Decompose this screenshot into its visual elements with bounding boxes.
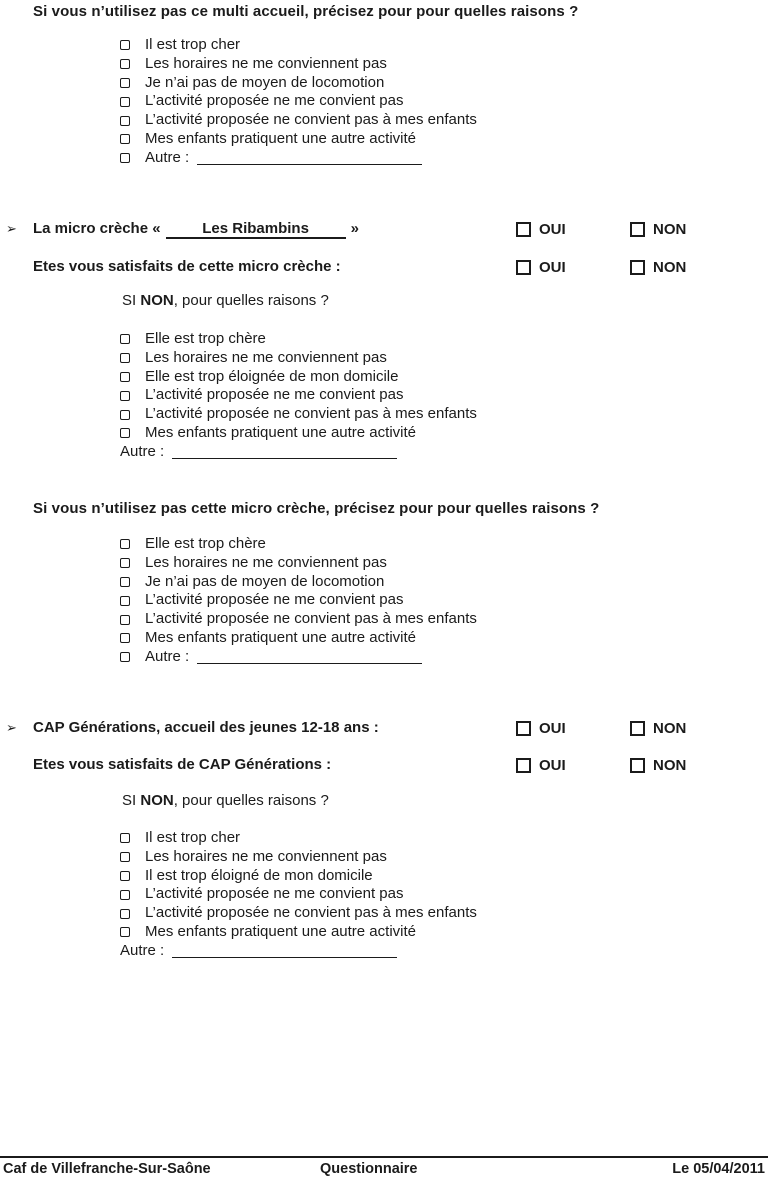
- cap-generations-question-row: [0, 718, 768, 738]
- reason-option-row: [120, 573, 680, 592]
- micro-creche-nonuse-reasons-list: [120, 535, 680, 667]
- reason-option-row: [120, 149, 680, 168]
- reason-label: Les horaires ne me conviennent pas: [145, 348, 387, 366]
- checkbox[interactable]: [120, 652, 130, 662]
- satisfaction-question-label: Etes vous satisfaits de cette micro crèche :: [33, 258, 341, 275]
- non-option: [630, 718, 686, 738]
- checkbox[interactable]: [120, 116, 130, 126]
- write-in-blank-line[interactable]: [197, 151, 422, 165]
- checkbox[interactable]: [120, 334, 130, 344]
- reason-option-row: [120, 36, 680, 55]
- checkbox[interactable]: [120, 428, 130, 438]
- checkbox[interactable]: [120, 97, 130, 107]
- non-option: [630, 755, 686, 775]
- reason-option-row: [120, 92, 680, 111]
- micro-creche-satisfaction-row: [0, 257, 768, 277]
- reason-option-row: [120, 648, 680, 667]
- non-option: [630, 219, 686, 239]
- reason-label: Les horaires ne me conviennent pas: [145, 847, 387, 865]
- reason-option-row: [120, 867, 680, 886]
- checkbox[interactable]: [120, 633, 130, 643]
- reason-option-row: [120, 829, 680, 848]
- checkbox[interactable]: [120, 890, 130, 900]
- micro-creche-nonuse-title: Si vous n’utilisez pas cette micro crèche, précisez pour pour quelles raisons ?: [33, 500, 600, 517]
- checkbox[interactable]: [120, 59, 130, 69]
- si-non-prefix: SI: [122, 292, 137, 309]
- cap-generations-satisfaction-row: [0, 755, 768, 775]
- oui-label: OUI: [539, 719, 566, 737]
- reason-option-row: [120, 591, 680, 610]
- oui-option: [516, 718, 566, 738]
- oui-label: OUI: [539, 258, 566, 276]
- footer-divider: [0, 1156, 768, 1158]
- si-non-question: [122, 291, 329, 311]
- reason-label: Mes enfants pratiquent une autre activité: [145, 628, 416, 646]
- write-in-blank-line[interactable]: [172, 445, 397, 459]
- reason-label: L’activité proposée ne convient pas à mes enfants: [145, 610, 477, 628]
- cap-generations-reasons-list: [120, 829, 680, 961]
- reason-option-row: [120, 885, 680, 904]
- reason-option-row: [120, 424, 680, 443]
- reason-label: L’activité proposée ne me convient pas: [145, 591, 404, 609]
- write-in-blank-line[interactable]: [197, 650, 422, 664]
- checkbox[interactable]: [120, 153, 130, 163]
- checkbox[interactable]: [120, 577, 130, 587]
- micro-creche-question-row: [0, 219, 768, 239]
- reason-label: Mes enfants pratiquent une autre activité: [145, 129, 416, 147]
- reason-option-row: [120, 74, 680, 93]
- micro-creche-reasons-list: [120, 330, 680, 462]
- multi-accueil-reasons-list: [120, 36, 680, 168]
- checkbox[interactable]: [120, 78, 130, 88]
- checkbox[interactable]: [120, 372, 130, 382]
- non-checkbox[interactable]: [630, 260, 645, 275]
- checkbox[interactable]: [120, 391, 130, 401]
- non-label: NON: [653, 258, 687, 276]
- reason-option-row: [120, 405, 680, 424]
- reason-option-row: [120, 942, 680, 961]
- oui-checkbox[interactable]: [516, 721, 531, 736]
- checkbox[interactable]: [120, 852, 130, 862]
- footer: [0, 1161, 768, 1178]
- checkbox[interactable]: [120, 539, 130, 549]
- reason-option-row: [120, 904, 680, 923]
- reason-label: L’activité proposée ne convient pas à mes enfants: [145, 111, 477, 129]
- reason-option-row: [120, 386, 680, 405]
- checkbox[interactable]: [120, 134, 130, 144]
- si-non-question: [122, 791, 329, 811]
- reason-label: Elle est trop chère: [145, 330, 266, 347]
- reason-label: Il est trop cher: [145, 829, 241, 846]
- non-label: NON: [653, 756, 687, 774]
- reason-option-row: [120, 368, 680, 387]
- creche-name-blank: Les Ribambins: [166, 220, 346, 239]
- reason-option-row: [120, 535, 680, 554]
- non-option: [630, 257, 686, 277]
- non-checkbox[interactable]: [630, 758, 645, 773]
- si-non-bold: NON: [140, 292, 174, 309]
- reason-label: Autre :: [120, 941, 165, 959]
- micro-creche-question-label: [33, 219, 359, 239]
- checkbox[interactable]: [120, 871, 130, 881]
- question-prefix: La micro crèche «: [33, 220, 161, 237]
- reason-option-row: [120, 111, 680, 130]
- arrow-bullet-icon: ➢: [6, 720, 17, 735]
- reason-option-row: [120, 554, 680, 573]
- oui-checkbox[interactable]: [516, 222, 531, 237]
- reason-label: Mes enfants pratiquent une autre activité: [145, 922, 416, 940]
- cap-generations-question-label: CAP Générations, accueil des jeunes 12-18 ans :: [33, 719, 379, 736]
- checkbox[interactable]: [120, 909, 130, 919]
- reason-option-row: [120, 130, 680, 149]
- reason-label: Autre :: [145, 148, 190, 166]
- question-suffix: »: [350, 220, 359, 237]
- reason-label: Les horaires ne me conviennent pas: [145, 54, 387, 72]
- reason-option-row: [120, 610, 680, 629]
- reason-label: L’activité proposée ne me convient pas: [145, 92, 404, 110]
- reason-label: Mes enfants pratiquent une autre activité: [145, 423, 416, 441]
- reason-label: Autre :: [145, 647, 190, 665]
- arrow-bullet-icon: ➢: [6, 221, 17, 236]
- footer-date: Le 05/04/2011: [672, 1161, 765, 1177]
- footer-doc-title: Questionnaire: [320, 1161, 418, 1177]
- reason-label: Je n’ai pas de moyen de locomotion: [145, 73, 385, 91]
- si-non-bold: NON: [140, 792, 174, 809]
- reason-option-row: [120, 848, 680, 867]
- checkbox[interactable]: [120, 596, 130, 606]
- checkbox[interactable]: [120, 40, 130, 50]
- si-non-suffix: , pour quelles raisons ?: [173, 292, 329, 309]
- oui-option: [516, 219, 566, 239]
- si-non-prefix: SI: [122, 792, 137, 809]
- reason-label: Elle est trop chère: [145, 535, 266, 552]
- checkbox[interactable]: [120, 927, 130, 937]
- reason-option-row: [120, 330, 680, 349]
- reason-label: Il est trop éloigné de mon domicile: [145, 866, 373, 884]
- oui-checkbox[interactable]: [516, 260, 531, 275]
- footer-organization: Caf de Villefranche-Sur-Saône: [3, 1161, 211, 1177]
- non-checkbox[interactable]: [630, 222, 645, 237]
- reason-option-row: [120, 349, 680, 368]
- write-in-blank-line[interactable]: [172, 944, 397, 958]
- si-non-suffix: , pour quelles raisons ?: [173, 792, 329, 809]
- reason-option-row: [120, 923, 680, 942]
- reason-option-row: [120, 443, 680, 462]
- reason-option-row: [120, 55, 680, 74]
- non-label: NON: [653, 220, 687, 238]
- reason-label: Les horaires ne me conviennent pas: [145, 553, 387, 571]
- oui-checkbox[interactable]: [516, 758, 531, 773]
- checkbox[interactable]: [120, 615, 130, 625]
- reason-label: Autre :: [120, 442, 165, 460]
- non-label: NON: [653, 719, 687, 737]
- checkbox[interactable]: [120, 558, 130, 568]
- multi-accueil-title: Si vous n’utilisez pas ce multi accueil, précisez pour pour quelles raisons ?: [33, 3, 579, 20]
- oui-option: [516, 257, 566, 277]
- oui-label: OUI: [539, 756, 566, 774]
- reason-label: L’activité proposée ne me convient pas: [145, 386, 404, 404]
- reason-label: L’activité proposée ne convient pas à mes enfants: [145, 904, 477, 922]
- oui-option: [516, 755, 566, 775]
- checkbox[interactable]: [120, 410, 130, 420]
- reason-option-row: [120, 629, 680, 648]
- checkbox[interactable]: [120, 353, 130, 363]
- reason-label: L’activité proposée ne convient pas à mes enfants: [145, 405, 477, 423]
- reason-label: L’activité proposée ne me convient pas: [145, 885, 404, 903]
- reason-label: Je n’ai pas de moyen de locomotion: [145, 572, 385, 590]
- satisfaction-question-label: Etes vous satisfaits de CAP Générations :: [33, 756, 332, 773]
- oui-label: OUI: [539, 220, 566, 238]
- reason-label: Elle est trop éloignée de mon domicile: [145, 367, 399, 385]
- checkbox[interactable]: [120, 833, 130, 843]
- non-checkbox[interactable]: [630, 721, 645, 736]
- reason-label: Il est trop cher: [145, 36, 241, 53]
